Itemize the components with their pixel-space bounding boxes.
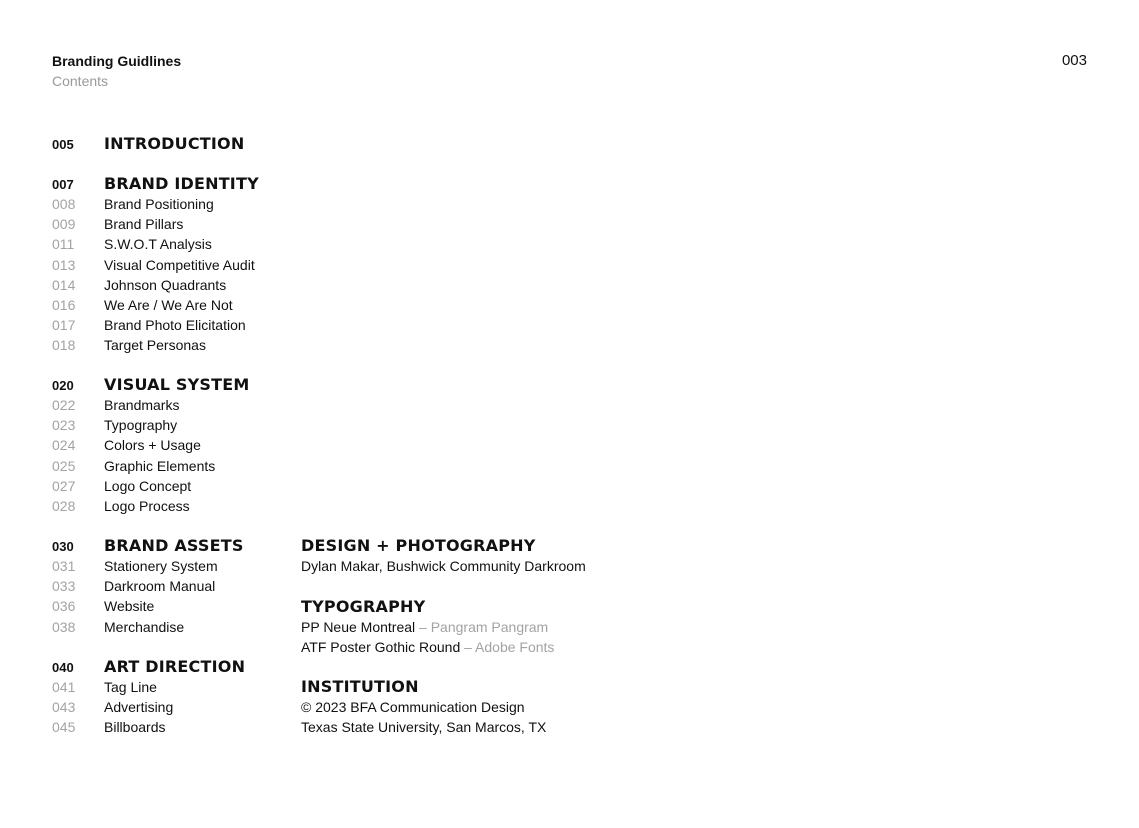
document-title: Branding Guidlines: [52, 53, 182, 69]
toc-item: [52, 415, 292, 435]
font-name: ATF Poster Gothic Round: [301, 639, 461, 656]
toc-section-visual-system: [52, 375, 292, 516]
section-page-number: 040: [52, 660, 74, 675]
item-label: Merchandise: [104, 618, 185, 635]
section-title: ART DIRECTION: [104, 657, 246, 676]
section-title: BRAND IDENTITY: [104, 174, 259, 193]
credits-line: Dylan Makar, Bushwick Community Darkroom: [301, 558, 586, 574]
item-label: Website: [104, 598, 155, 615]
item-page-number: 024: [52, 437, 76, 454]
item-page-number: 008: [52, 196, 76, 212]
item-label: Brand Pillars: [104, 216, 184, 233]
toc-item: [52, 456, 292, 476]
credits-heading: TYPOGRAPHY: [301, 597, 426, 616]
item-label: Typography: [104, 417, 178, 434]
font-source: – Adobe Fonts: [460, 639, 555, 656]
page-header: [52, 51, 181, 91]
item-label: Johnson Quadrants: [104, 276, 227, 293]
toc-item: [52, 496, 292, 516]
credits-heading: INSTITUTION: [301, 677, 419, 696]
toc-item: [52, 697, 292, 717]
item-label: Colors + Usage: [104, 437, 201, 454]
toc-item: [52, 275, 292, 295]
section-page-number: 005: [52, 137, 74, 152]
item-label: S.W.O.T Analysis: [104, 236, 212, 253]
item-label: Advertising: [104, 699, 174, 716]
item-page-number: 009: [52, 216, 76, 233]
section-heading: [52, 134, 292, 154]
item-label: Brand Photo Elicitation: [104, 317, 246, 334]
credits-institution: [301, 677, 721, 737]
section-title: INTRODUCTION: [104, 134, 245, 153]
item-label: Brandmarks: [104, 397, 180, 413]
item-page-number: 033: [52, 578, 76, 595]
font-source: – Pangram Pangram: [415, 619, 549, 635]
document-subtitle: Contents: [52, 73, 109, 89]
credits-line: © 2023 BFA Communication Design: [301, 699, 525, 715]
credits-heading: DESIGN + PHOTOGRAPHY: [301, 536, 536, 555]
item-page-number: 011: [52, 236, 75, 253]
font-credit: [301, 637, 721, 657]
item-label: Logo Concept: [104, 477, 192, 494]
item-label: Target Personas: [104, 337, 206, 354]
toc-section-introduction: [52, 134, 292, 154]
section-page-number: 007: [52, 177, 74, 192]
item-page-number: 036: [52, 598, 76, 615]
item-page-number: 031: [52, 558, 76, 574]
toc-item: [52, 395, 292, 415]
toc-section-brand-identity: [52, 174, 292, 356]
toc-item: [52, 677, 292, 697]
toc-item: [52, 295, 292, 315]
item-label: Graphic Elements: [104, 457, 216, 474]
toc-item: [52, 194, 292, 214]
item-label: Visual Competitive Audit: [104, 256, 255, 273]
item-page-number: 014: [52, 276, 76, 293]
section-heading: [52, 375, 292, 395]
item-label: Billboards: [104, 719, 166, 736]
toc-item: [52, 617, 292, 637]
section-page-number: 020: [52, 378, 74, 393]
font-name: PP Neue Montreal: [301, 619, 416, 635]
toc-section-art-direction: [52, 657, 292, 738]
item-label: Darkroom Manual: [104, 578, 216, 595]
toc-item: [52, 255, 292, 275]
section-title: VISUAL SYSTEM: [104, 375, 250, 394]
toc-item: [52, 234, 292, 254]
section-heading: [52, 174, 292, 194]
item-label: Stationery System: [104, 558, 218, 574]
item-page-number: 017: [52, 317, 76, 334]
section-heading: [52, 536, 292, 556]
item-label: Tag Line: [104, 679, 157, 695]
credits-line: Texas State University, San Marcos, TX: [301, 719, 547, 736]
item-label: Logo Process: [104, 497, 190, 514]
section-title: BRAND ASSETS: [104, 536, 244, 555]
item-page-number: 025: [52, 457, 76, 474]
toc-item: [52, 315, 292, 335]
item-page-number: 016: [52, 296, 76, 313]
item-page-number: 038: [52, 618, 76, 635]
toc-item: [52, 214, 292, 234]
section-heading: [52, 657, 292, 677]
toc-item: [52, 335, 292, 355]
item-page-number: 027: [52, 477, 76, 494]
item-page-number: 028: [52, 497, 76, 514]
item-page-number: 023: [52, 417, 76, 434]
item-page-number: 018: [52, 337, 76, 354]
toc-item: [52, 717, 292, 737]
item-page-number: 022: [52, 397, 76, 413]
toc-item: [52, 476, 292, 496]
item-page-number: 045: [52, 719, 76, 736]
section-page-number: 030: [52, 539, 74, 554]
credits-typography: [301, 597, 721, 657]
item-page-number: 043: [52, 699, 76, 716]
toc-section-brand-assets: [52, 536, 292, 637]
font-credit: [301, 617, 721, 637]
toc-item: [52, 576, 292, 596]
item-label: We Are / We Are Not: [104, 296, 233, 313]
toc-item: [52, 435, 292, 455]
item-page-number: 013: [52, 256, 76, 273]
credits-design-photography: [301, 536, 721, 576]
item-label: Brand Positioning: [104, 196, 214, 212]
item-page-number: 041: [52, 679, 76, 695]
toc-item: [52, 556, 292, 576]
page-number: 003: [1061, 52, 1087, 69]
toc-item: [52, 596, 292, 616]
